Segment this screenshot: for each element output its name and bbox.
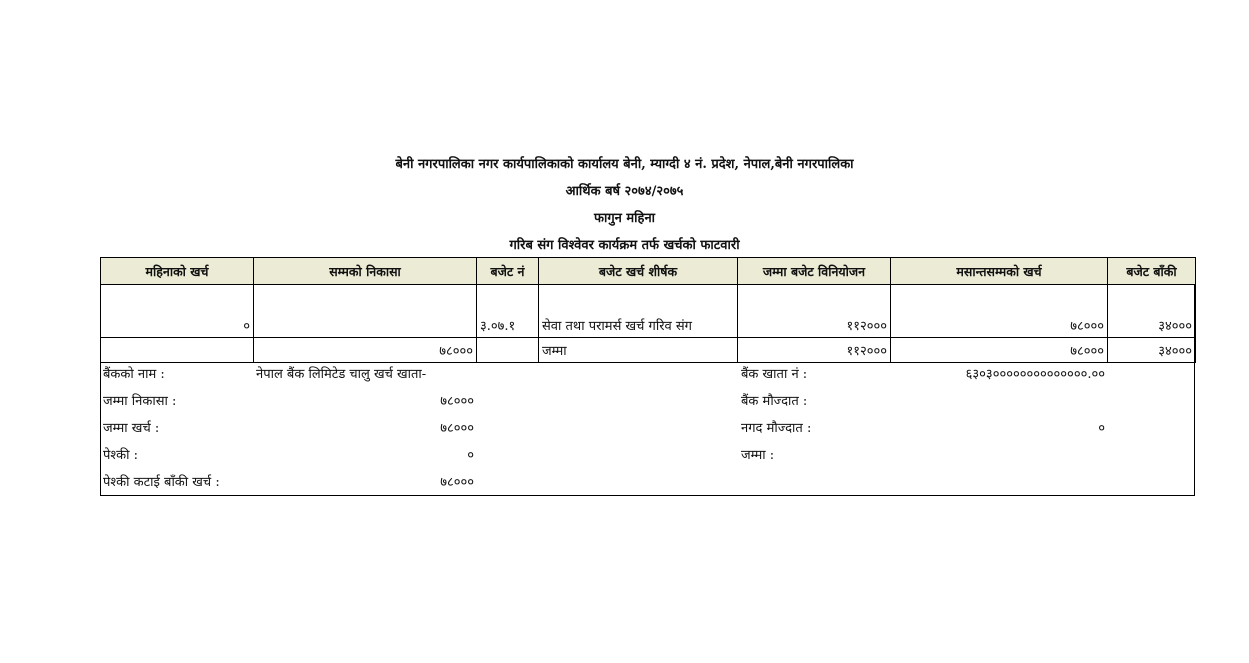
table-row — [101, 285, 1196, 338]
table-cell — [101, 338, 254, 363]
column-header: बजेट नं — [477, 258, 539, 285]
table-cell — [254, 285, 477, 338]
bank-balance-label: बैंक मौज्दात : — [741, 394, 808, 409]
table-cell: ३.०७.१ — [477, 285, 539, 338]
table-cell: सेवा तथा परामर्स खर्च गरिव संग — [539, 285, 738, 338]
column-header: मसान्तसम्मको खर्च — [891, 258, 1108, 285]
table-cell: ३४००० — [1108, 338, 1196, 363]
advance-value: ० — [467, 448, 474, 463]
expense-table — [100, 257, 1196, 363]
column-header: बजेट खर्च शीर्षक — [539, 258, 738, 285]
column-header: महिनाको खर्च — [101, 258, 254, 285]
advance-net-value: ७८००० — [440, 475, 474, 490]
table-header-row — [101, 258, 1196, 285]
table-cell: जम्मा — [539, 338, 738, 363]
table-cell: ७८००० — [891, 338, 1108, 363]
advance-net-label: पेश्की कटाई बाँकी खर्च : — [103, 475, 220, 490]
table-row-total — [101, 338, 1196, 363]
table-cell: ११२००० — [738, 285, 891, 338]
total-expense-label: जम्मा खर्च : — [103, 421, 160, 436]
column-header: सम्मको निकासा — [254, 258, 477, 285]
bank-name-value: नेपाल बैंक लिमिटेड चालु खर्च खाता- — [256, 367, 427, 382]
table-cell: ० — [101, 285, 254, 338]
column-header: जम्मा बजेट विनियोजन — [738, 258, 891, 285]
table-cell: ११२००० — [738, 338, 891, 363]
report-month: फागुन महिना — [593, 211, 656, 226]
cash-balance-label: नगद मौज्दात : — [741, 421, 812, 436]
fiscal-year: आर्थिक बर्ष २०७४/२०७५ — [565, 184, 684, 199]
table-cell — [477, 338, 539, 363]
report-title: गरिब संग विश्वेवर कार्यक्रम तर्फ खर्चको फाटवारी — [509, 238, 740, 253]
total-expense-value: ७८००० — [440, 421, 474, 436]
bank-account-value: ६३०३००००००००००००००.०० — [965, 367, 1105, 382]
grand-total-label: जम्मा : — [741, 448, 775, 463]
office-title: बेनी नगरपालिका नगर कार्यपालिकाको कार्यालय बेनी, म्याग्दी ४ नं. प्रदेश, नेपाल,बेनी नगरपालिका — [395, 157, 854, 172]
column-header: बजेट बाँकी — [1108, 258, 1196, 285]
bank-account-label: बैंक खाता नं : — [741, 367, 808, 382]
advance-label: पेश्की : — [103, 448, 138, 463]
bank-name-label: बैंकको नाम : — [103, 367, 165, 382]
table-cell: ७८००० — [891, 285, 1108, 338]
table-cell: ३४००० — [1108, 285, 1196, 338]
table-cell: ७८००० — [254, 338, 477, 363]
total-release-value: ७८००० — [440, 394, 474, 409]
total-release-label: जम्मा निकासा : — [103, 394, 177, 409]
cash-balance-value: ० — [1098, 421, 1105, 436]
